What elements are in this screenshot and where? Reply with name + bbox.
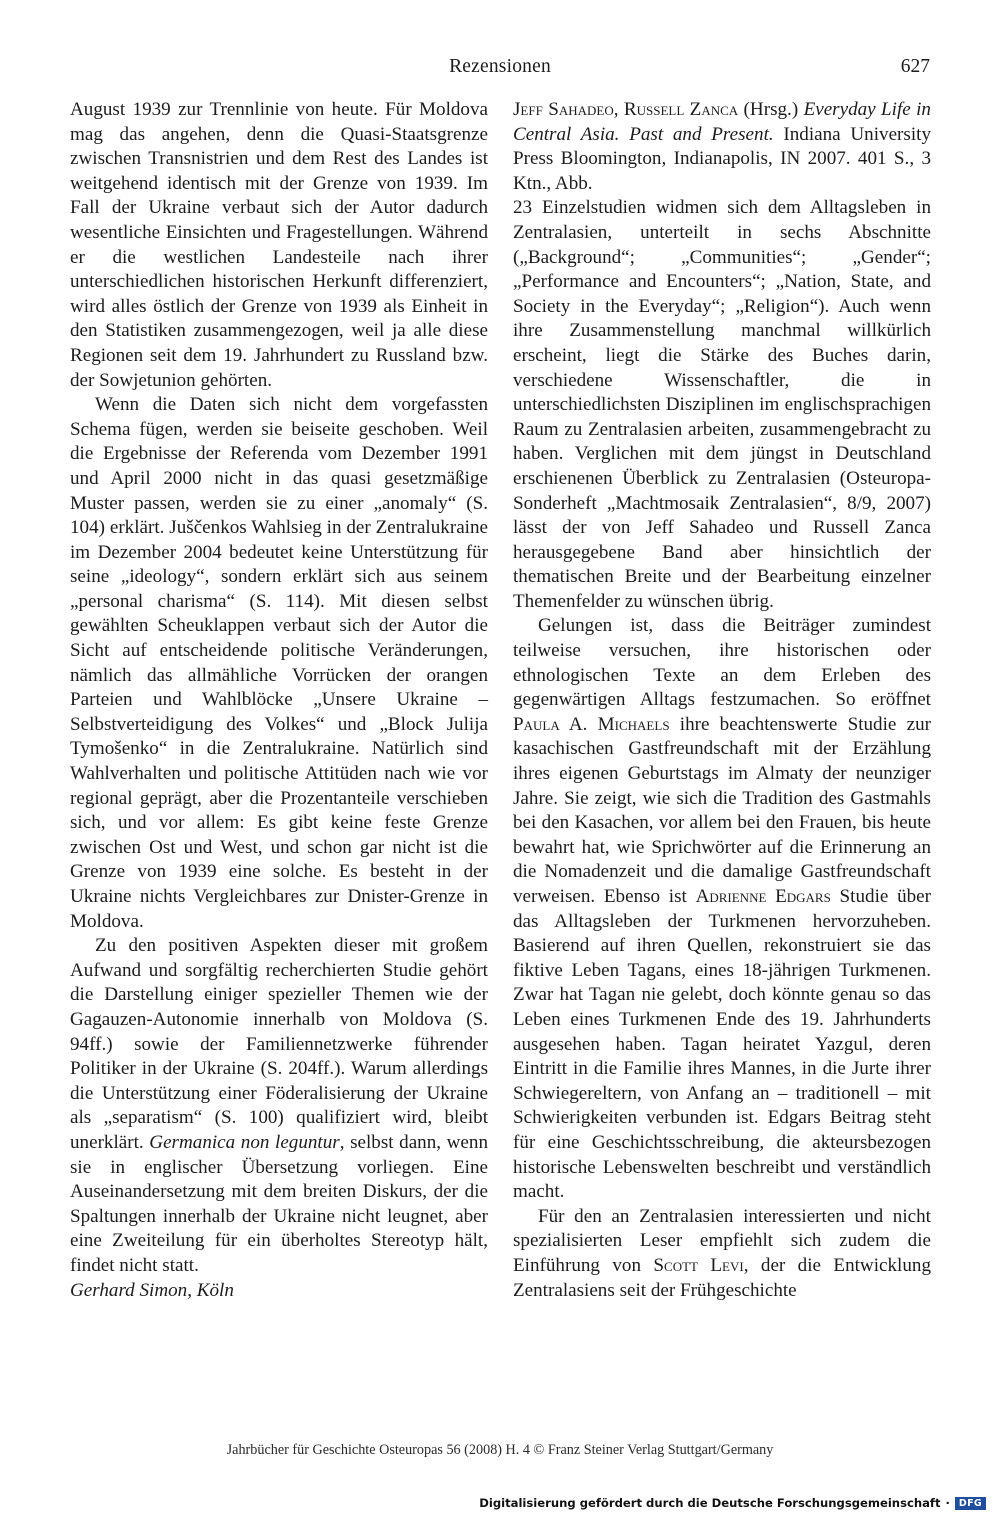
left-column [70,98,488,1303]
dfg-logo-icon: DFG [955,1497,986,1510]
paragraph: Wenn die Daten sich nicht dem vorgefassten Schema fügen, werden sie beiseite geschoben. Weil die Ergebnisse der Referenda vom Dezember 1991 und April 2000 nicht in das quasi gesetzmäßige Muster passen, werden sie zu einer „anomaly“ (S. 104) erklärt. Juščenkos Wahlsieg in der Zentralukraine im Dezember 2004 bedeutet keine Unterstützung für seine „ideology“, sondern erklärt sich aus seinem „personal charisma“ (S. 114). Mit diesen selbst gewählten Scheuklappen verbaut sich der Autor die Sicht auf entscheidende politische Veränderungen, nämlich das allmähliche Vorrücken der orangen Parteien und Wahlblöcke „Unsere Ukraine – Selbstverteidigung des Volkes“ und „Block Julija Tymošenko“ in die Zentralukraine. Natürlich sind Wahlverhalten und politische Attitüden nach wie vor regional geprägt, aber die Prozentanteile verschieben sich, und vor allem: Es gibt keine feste Grenze zwischen Ost und West, und schon gar nicht ist die Grenze von 1939 eine solche. Es besteht in der Ukraine nichts Vergleichbares zur Dnister-Grenze in Moldova. [70,394,488,932]
paragraph-text: ihre beachtenswerte Studie zur kasachischen Gastfreundschaft mit der Erzählung ihres eigenen Geburtstags im Almaty der neunziger Jahre. Sie zeigt, wie sich die Tradition des Gastmahls bei den Kasachen, vor allem bei den Frauen, bis heute bewahrt hat, wie Sprichwörter auf die Erinnerung an die Nomadenzeit und die damalige Gastfreundschaft verweisen. Ebenso ist [513,713,931,907]
author-name: Adrienne Edgars [695,886,831,907]
editor-note: (Hrsg.) [738,99,804,120]
digitization-text: Digitalisierung gefördert durch die Deutsche Forschungsgemeinschaft [479,1496,941,1510]
journal-footer: Jahrbücher für Geschichte Osteuropas 56 (2008) H. 4 © Franz Steiner Verlag Stuttgart/Germany [226,1442,774,1458]
review-signature: Gerhard Simon, Köln [70,1279,234,1301]
paragraph: 23 Einzelstudien widmen sich dem Alltagsleben in Zentralasien, unterteilt in sechs Abschnitte („Background“; „Communities“; „Gender“; „Performance and Encounters“; „Nation, State, and Society in the Everyday“; „Religion“). Auch wenn ihre Zusammenstellung manchmal willkürlich erscheint, liegt die Stärke des Buches darin, verschiedene Wissenschaftler, die in unterschiedlichsten Disziplinen im englischsprachigen Raum zu Zentralasien arbeiten, zusammengebracht zu haben. Verglichen mit dem jüngst in Deutschland erschienenen Überblick zu Zentralasien (Osteuropa-Sonderheft „Machtmosaik Zentralasien“, 8/9, 2007) lässt der von Jeff Sahadeo und Russell Zanca herausgegebene Band aber hinsichtlich der thematischen Breite und der Bearbeitung einzelner Themenfelder zu wünschen übrig. [513,197,931,612]
paragraph: August 1939 zur Trennlinie von heute. Für Moldova mag das angehen, denn die Quasi-Staatsgrenze zwischen Transnistrien und dem Rest des Landes ist weitgehend identisch mit der Grenze von 1939. Im Fall der Ukraine verbaut sich der Autor dadurch wesentliche Einsichten und Fragestellungen. Während er die westlichen Landesteile nach ihrer unterschiedlichen historischen Herkunft differenziert, wird alles östlich der Grenze von 1939 als Einheit in den Statistiken zusammengezogen, weil ja alle diese Regionen seit dem 19. Jahrhundert zu Russland bzw. der Sowjetunion gehörten. [70,99,488,391]
publication-info: Indiana University Press Bloomington, Indianapolis, IN 2007. 401 S., 3 Ktn., Abb. [513,123,931,194]
latin-phrase: Germanica non leguntur [149,1131,340,1153]
running-head-title: Rezensionen [449,56,551,77]
book-title: Everyday Life in Central Asia. Past and Present. [513,99,931,145]
paragraph-text: Zu den positiven Aspekten dieser mit großem Aufwand und sorgfältig recherchierten Studie gehört die Darstellung einiger spezieller Themen wie der Gagauzen-Autonomie innerhalb von Moldova (S. 94ff.) sowie der Familiennetzwerke führender Politiker in der Ukraine (S. 204ff.). Warum allerdings die Unterstützung einer Föderalisierung der Ukraine als „separatism“ (S. 100) qualifiziert wird, bleibt unerklärt. [70,935,488,1153]
book-authors: Jeff Sahadeo, Russell Zanca [513,99,739,120]
running-head [0,56,1000,84]
paragraph [513,1205,931,1303]
digitization-notice: Digitalisierung gefördert durch die Deutsche Forschungsgemeinschaft · DFG [479,1494,986,1512]
paragraph-text: Für den an Zentralasien interessierten und nicht spezialisierten Leser empfiehlt sich zudem die Einführung von [513,1205,931,1276]
paragraph-text: , selbst dann, wenn sie in englischer Übersetzung vorliegen. Eine Auseinandersetzung mit dem breiten Diskurs, der die Spaltungen innerhalb der Ukraine nicht leugnet, aber eine Zweiteilung für ein überholtes Stereotyp hält, findet nicht statt. [70,1131,488,1276]
right-column [513,98,931,1303]
paragraph [513,614,931,1204]
paragraph-text: Gelungen ist, dass die Beiträger zumindest teilweise versuchen, ihre historischen oder ethnologischen Texte an dem Erleben des gegenwärtigen Alltags festzumachen. So eröffnet [513,615,931,711]
paragraph [70,934,488,1278]
paragraph-text: Studie über das Alltagsleben der Turkmenen hervorzuheben. Basierend auf ihren Quellen, rekonstruiert sie das fiktive Leben Tagans, eines 18-jährigen Turkmenen. Zwar hat Tagan nie gelebt, doch könnte genau so das Leben eines Turkmenen Ende des 19. Jahrhunderts ausgesehen haben. Tagan heiratet Yazgul, deren Eintritt in die Familie ihres Mannes, in die Jurte ihrer Schwiegereltern, von Anfang an – traditionell – mit Schwierigkeiten verbunden ist. Edgars Beitrag steht für eine Geschichtsschreibung, die akteursbezogen historische Lebenswelten beschreibt und verständlich macht. [513,886,931,1203]
page-number: 627 [900,56,930,77]
author-name: Paula A. Michaels [513,713,670,735]
author-name: Scott Levi [653,1254,744,1276]
paragraph-text: , der die Entwicklung Zentralasiens seit der Frühgeschichte [513,1254,931,1301]
bibliographic-entry [513,98,931,196]
